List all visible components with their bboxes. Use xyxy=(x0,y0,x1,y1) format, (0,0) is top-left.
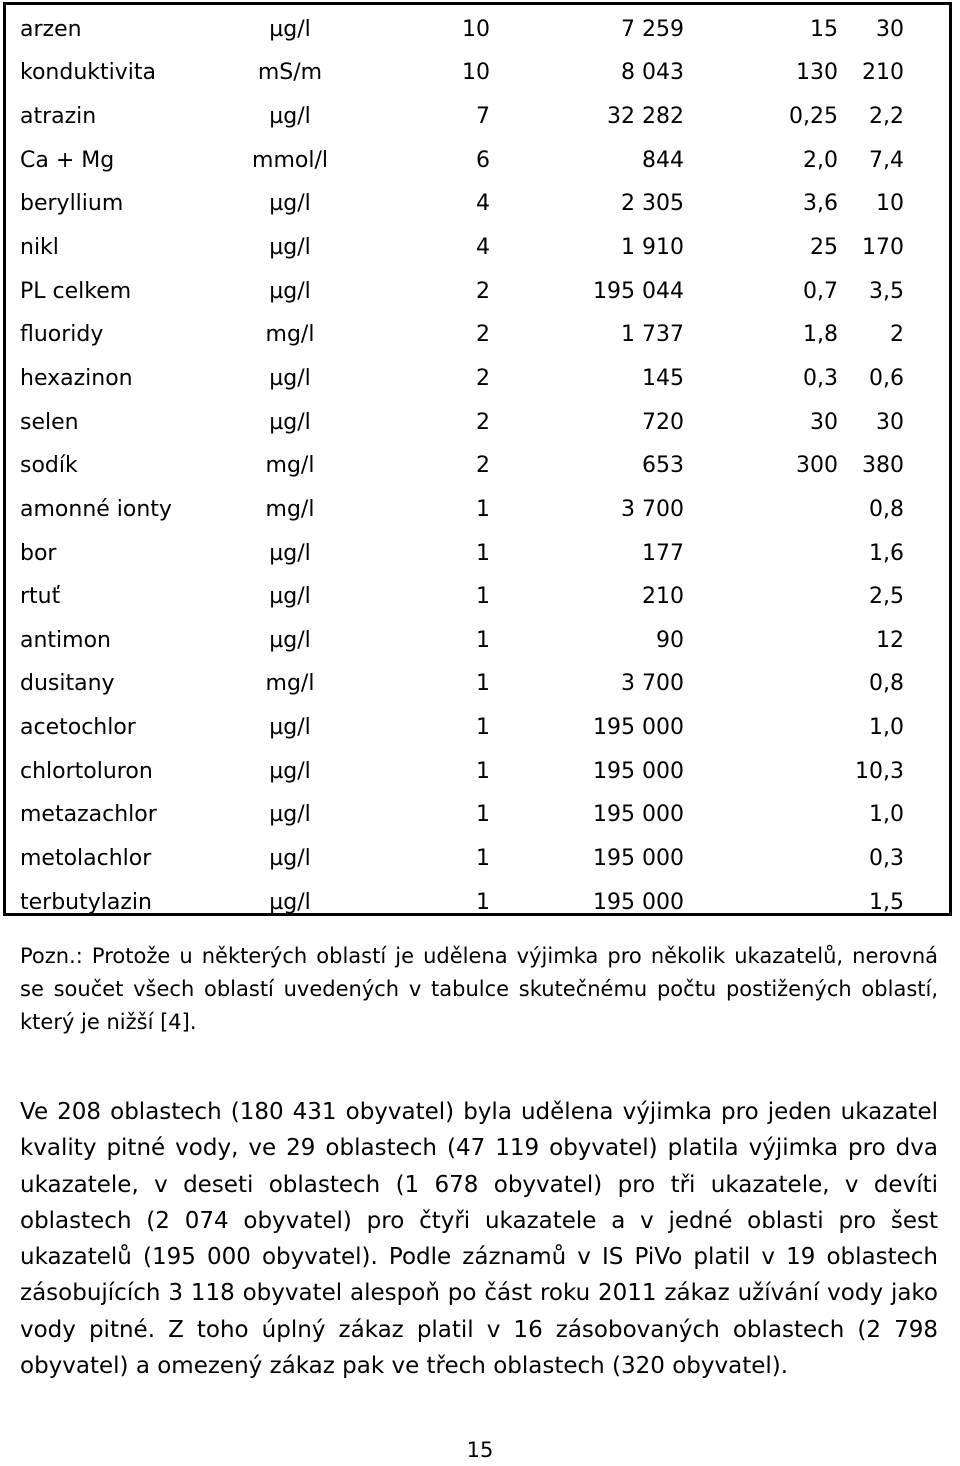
table-row xyxy=(6,95,946,139)
area-count-cell: 2 xyxy=(476,365,490,391)
population-cell: 3 700 xyxy=(621,671,684,697)
max-value-cell: 0,3 xyxy=(869,845,904,871)
area-count-cell: 1 xyxy=(476,496,490,522)
unit-cell: µg/l xyxy=(269,409,311,435)
substance-name-cell: antimon xyxy=(20,627,111,653)
population-cell: 195 000 xyxy=(593,758,684,784)
table-row xyxy=(6,8,946,52)
max-value-cell: 1,6 xyxy=(869,540,904,566)
population-cell: 1 737 xyxy=(621,322,684,348)
table-row xyxy=(6,750,946,794)
area-count-cell: 4 xyxy=(476,235,490,261)
max-value-cell: 2,2 xyxy=(869,104,904,130)
max-value-cell: 0,6 xyxy=(869,365,904,391)
limit-value-cell: 300 xyxy=(796,453,838,479)
population-cell: 210 xyxy=(642,584,684,610)
population-cell: 653 xyxy=(642,453,684,479)
substance-name-cell: arzen xyxy=(20,16,82,42)
max-value-cell: 30 xyxy=(876,16,904,42)
body-paragraph: Ve 208 oblastech (180 431 obyvatel) byla udělena výjimka pro jeden ukazatel kvality pitné vody, ve 29 oblastech (47 119 obyvatel) platila výjimka pro dva ukazatele, v deseti oblastech (1 678 obyvatel) pro tři ukazatele, v devíti oblastech (2 074 obyvatel) pro čtyři ukazatele a v jedné oblasti pro šest ukazatelů (195 000 obyvatel). Podle záznamů v IS PiVo platil v 19 oblastech zásobujících 3 118 obyvatel alespoň po část roku 2011 zákaz užívání vody jako vody pitné. Z toho úplný zákaz platil v 16 zásobovaných oblastech (2 798 obyvatel) a omezený zákaz pak ve třech oblastech (320 obyvatel). xyxy=(20,1099,938,1380)
substance-name-cell: selen xyxy=(20,409,79,435)
limit-value-cell: 3,6 xyxy=(803,191,838,217)
area-count-cell: 2 xyxy=(476,453,490,479)
population-cell: 7 259 xyxy=(621,16,684,42)
table-row xyxy=(6,532,946,576)
substance-name-cell: bor xyxy=(20,540,57,566)
limit-value-cell xyxy=(688,706,844,750)
area-count-cell: 1 xyxy=(476,845,490,871)
substance-name-cell: chlortoluron xyxy=(20,758,153,784)
unit-cell: µg/l xyxy=(269,627,311,653)
substance-name-cell: rtuť xyxy=(20,584,61,610)
max-value-cell: 1,0 xyxy=(869,715,904,741)
table-note: Pozn.: Protože u některých oblastí je udělena výjimka pro několik ukazatelů, nerovná se součet všech oblastí uvedených v tabulce skutečnému počtu postižených oblastí, který je nižší [4]. xyxy=(20,944,938,1034)
substance-name-cell: metolachlor xyxy=(20,845,152,871)
area-count-cell: 2 xyxy=(476,278,490,304)
unit-cell: µg/l xyxy=(269,278,311,304)
limit-value-cell xyxy=(688,837,844,881)
population-cell: 195 000 xyxy=(593,802,684,828)
area-count-cell: 1 xyxy=(476,889,490,915)
unit-cell: mmol/l xyxy=(252,147,328,173)
table-body xyxy=(6,8,946,924)
table-row xyxy=(6,488,946,532)
unit-cell: mg/l xyxy=(265,496,315,522)
limit-value-cell: 0,25 xyxy=(789,104,838,130)
max-value-cell: 30 xyxy=(876,409,904,435)
area-count-cell: 7 xyxy=(476,104,490,130)
max-value-cell: 0,8 xyxy=(869,671,904,697)
area-count-cell: 10 xyxy=(462,60,490,86)
limit-value-cell: 130 xyxy=(796,60,838,86)
population-cell: 195 000 xyxy=(593,845,684,871)
unit-cell: µg/l xyxy=(269,715,311,741)
table-row xyxy=(6,837,946,881)
population-cell: 195 000 xyxy=(593,715,684,741)
max-value-cell: 170 xyxy=(862,235,904,261)
population-cell: 90 xyxy=(656,627,684,653)
substance-name-cell: metazachlor xyxy=(20,802,157,828)
table-row xyxy=(6,881,946,925)
limit-value-cell xyxy=(688,663,844,707)
table-row xyxy=(6,357,946,401)
population-cell: 2 305 xyxy=(621,191,684,217)
table-row xyxy=(6,313,946,357)
limit-value-cell xyxy=(688,619,844,663)
substance-name-cell: dusitany xyxy=(20,671,115,697)
area-count-cell: 2 xyxy=(476,322,490,348)
table-row xyxy=(6,706,946,750)
population-cell: 720 xyxy=(642,409,684,435)
area-count-cell: 1 xyxy=(476,758,490,784)
max-value-cell: 0,8 xyxy=(869,496,904,522)
exceptions-table xyxy=(6,8,946,924)
max-value-cell: 12 xyxy=(876,627,904,653)
table-row xyxy=(6,444,946,488)
table-row xyxy=(6,139,946,183)
table-row xyxy=(6,663,946,707)
substance-name-cell: fluoridy xyxy=(20,322,104,348)
limit-value-cell xyxy=(688,488,844,532)
population-cell: 32 282 xyxy=(607,104,684,130)
unit-cell: µg/l xyxy=(269,584,311,610)
max-value-cell: 10 xyxy=(876,191,904,217)
table-row xyxy=(6,619,946,663)
population-cell: 177 xyxy=(642,540,684,566)
substance-name-cell: konduktivita xyxy=(20,60,156,86)
table-row xyxy=(6,794,946,838)
population-cell: 3 700 xyxy=(621,496,684,522)
page-number: 15 xyxy=(466,1438,494,1462)
table-row xyxy=(6,52,946,96)
max-value-cell: 10,3 xyxy=(855,758,904,784)
population-cell: 195 044 xyxy=(593,278,684,304)
substance-name-cell: PL celkem xyxy=(20,278,132,304)
area-count-cell: 1 xyxy=(476,715,490,741)
substance-name-cell: hexazinon xyxy=(20,365,133,391)
unit-cell: µg/l xyxy=(269,365,311,391)
population-cell: 1 910 xyxy=(621,235,684,261)
max-value-cell: 7,4 xyxy=(869,147,904,173)
area-count-cell: 1 xyxy=(476,671,490,697)
unit-cell: mg/l xyxy=(265,453,315,479)
table-row xyxy=(6,575,946,619)
area-count-cell: 1 xyxy=(476,802,490,828)
limit-value-cell xyxy=(688,881,844,925)
max-value-cell: 1,5 xyxy=(869,889,904,915)
unit-cell: µg/l xyxy=(269,758,311,784)
population-cell: 145 xyxy=(642,365,684,391)
area-count-cell: 4 xyxy=(476,191,490,217)
area-count-cell: 1 xyxy=(476,627,490,653)
substance-name-cell: atrazin xyxy=(20,104,97,130)
limit-value-cell: 30 xyxy=(810,409,838,435)
limit-value-cell xyxy=(688,794,844,838)
area-count-cell: 10 xyxy=(462,16,490,42)
area-count-cell: 2 xyxy=(476,409,490,435)
max-value-cell: 380 xyxy=(862,453,904,479)
table-row xyxy=(6,270,946,314)
substance-name-cell: beryllium xyxy=(20,191,124,217)
max-value-cell: 3,5 xyxy=(869,278,904,304)
substance-name-cell: acetochlor xyxy=(20,715,136,741)
limit-value-cell xyxy=(688,750,844,794)
substance-name-cell: amonné ionty xyxy=(20,496,172,522)
population-cell: 8 043 xyxy=(621,60,684,86)
unit-cell: µg/l xyxy=(269,540,311,566)
table-row xyxy=(6,226,946,270)
substance-name-cell: sodík xyxy=(20,453,78,479)
unit-cell: µg/l xyxy=(269,889,311,915)
max-value-cell: 1,0 xyxy=(869,802,904,828)
substance-name-cell: terbutylazin xyxy=(20,889,152,915)
limit-value-cell: 1,8 xyxy=(803,322,838,348)
limit-value-cell: 0,3 xyxy=(803,365,838,391)
limit-value-cell: 25 xyxy=(810,235,838,261)
unit-cell: mS/m xyxy=(257,60,323,86)
substance-name-cell: nikl xyxy=(20,235,59,261)
max-value-cell: 2 xyxy=(890,322,904,348)
unit-cell: µg/l xyxy=(269,235,311,261)
population-cell: 195 000 xyxy=(593,889,684,915)
population-cell: 844 xyxy=(642,147,684,173)
area-count-cell: 1 xyxy=(476,540,490,566)
limit-value-cell xyxy=(688,575,844,619)
table-row xyxy=(6,183,946,227)
max-value-cell: 210 xyxy=(862,60,904,86)
table-row xyxy=(6,401,946,445)
unit-cell: µg/l xyxy=(269,802,311,828)
unit-cell: µg/l xyxy=(269,104,311,130)
limit-value-cell xyxy=(688,532,844,576)
area-count-cell: 1 xyxy=(476,584,490,610)
substance-name-cell: Ca + Mg xyxy=(20,147,115,173)
max-value-cell: 2,5 xyxy=(869,584,904,610)
unit-cell: µg/l xyxy=(269,191,311,217)
unit-cell: mg/l xyxy=(265,322,315,348)
unit-cell: µg/l xyxy=(269,16,311,42)
limit-value-cell: 15 xyxy=(810,16,838,42)
unit-cell: mg/l xyxy=(265,671,315,697)
unit-cell: µg/l xyxy=(269,845,311,871)
limit-value-cell: 0,7 xyxy=(803,278,838,304)
area-count-cell: 6 xyxy=(476,147,490,173)
limit-value-cell: 2,0 xyxy=(803,147,838,173)
